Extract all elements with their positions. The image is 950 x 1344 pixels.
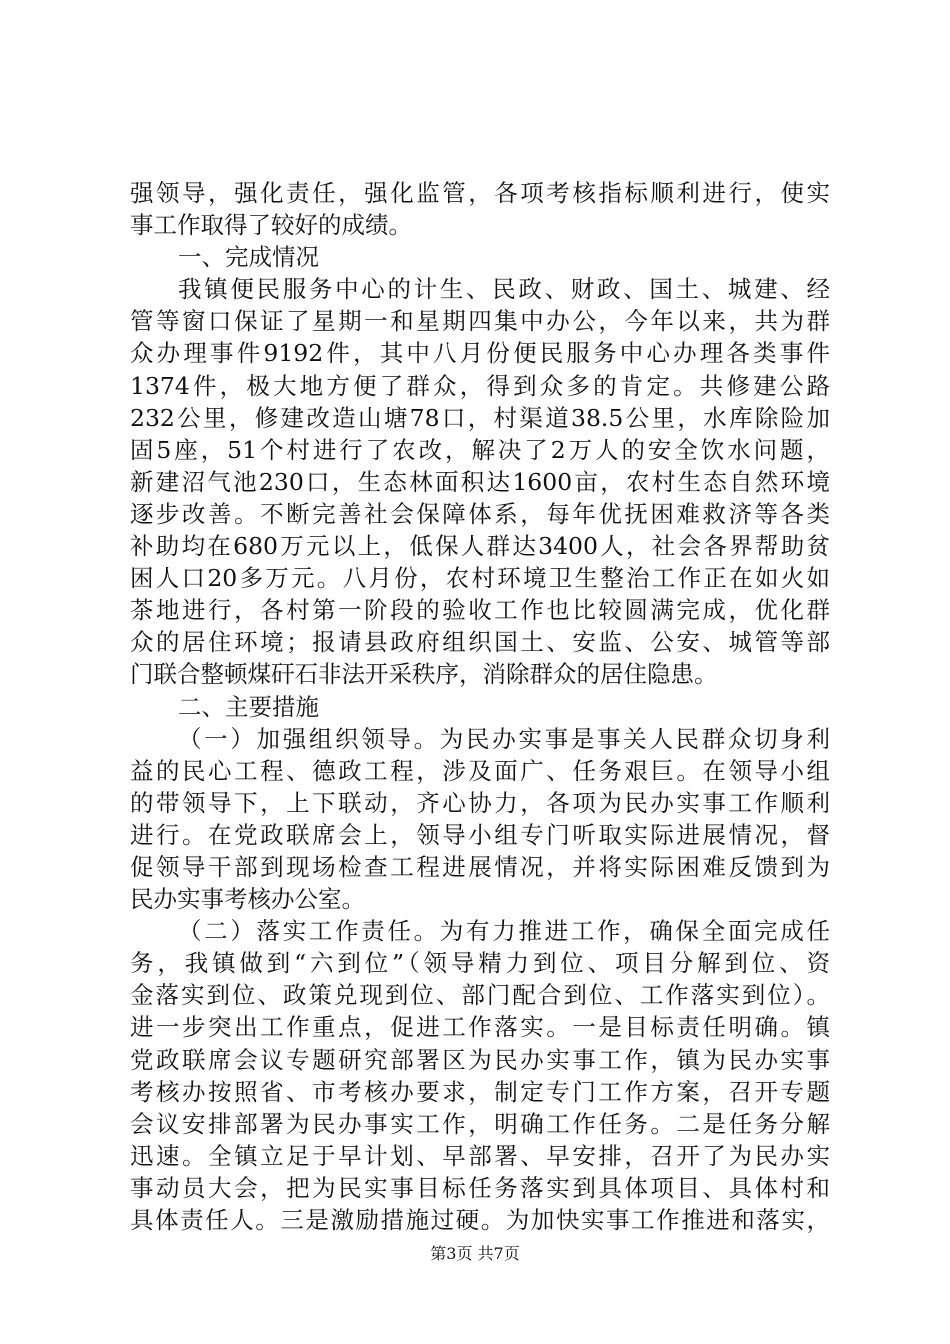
text-line: 事工作取得了较好的成绩。: [130, 211, 412, 239]
text-line: 进一步突出工作重点，促进工作落实。一是目标责任明确。镇: [130, 1013, 830, 1041]
text-line: 补助均在680万元以上，低保人群达3400人，社会各界帮助贫: [130, 532, 830, 560]
text-line: 众办理事件9192件，其中八月份便民服务中心办理各类事件: [130, 339, 830, 367]
text-line: 管等窗口保证了星期一和星期四集中办公，今年以来，共为群: [130, 307, 830, 335]
text-line: 逐步改善。不断完善社会保障体系，每年优抚困难救济等各类: [130, 500, 830, 528]
text-line: 会议安排部署为民办事实工作，明确工作任务。二是任务分解: [130, 1110, 830, 1138]
section-heading: 一、完成情况: [178, 243, 319, 271]
text-line: 金落实到位、政策兑现到位、部门配合到位、工作落实到位）。: [130, 981, 830, 1009]
text-line: 务，我镇做到“六到位”（领导精力到位、项目分解到位、资: [130, 949, 830, 977]
text-line: 茶地进行，各村第一阶段的验收工作也比较圆满完成，优化群: [130, 596, 830, 624]
text-line: 固5座，51个村进行了农改，解决了2万人的安全饮水问题，: [130, 436, 830, 464]
text-line: 强领导，强化责任，强化监管，各项考核指标顺利进行，使实: [130, 179, 830, 207]
text-line: 民办实事考核办公室。: [130, 885, 365, 913]
text-line: 232公里，修建改造山塘78口，村渠道38.5公里，水库除险加: [130, 404, 830, 432]
text-line: 困人口20多万元。八月份，农村环境卫生整治工作正在如火如: [130, 564, 830, 592]
text-line: （一）加强组织领导。为民办实事是事关人民群众切身利: [178, 725, 830, 753]
text-line: 1374件，极大地方便了群众，得到众多的肯定。共修建公路: [130, 372, 830, 400]
text-line: 党政联席会议专题研究部署区为民办实事工作，镇为民办实事: [130, 1046, 830, 1074]
text-line: （二）落实工作责任。为有力推进工作，确保全面完成任: [178, 917, 830, 945]
text-line: 门联合整顿煤矸石非法开采秩序，消除群众的居住隐患。: [130, 660, 718, 688]
text-line: 新建沼气池230口，生态林面积达1600亩，农村生态自然环境: [130, 468, 830, 496]
text-line: 的带领导下，上下联动，齐心协力，各项为民办实事工作顺利: [130, 789, 830, 817]
text-line: 我镇便民服务中心的计生、民政、财政、国土、城建、经: [178, 275, 830, 303]
text-line: 进行。在党政联席会上，领导小组专门听取实际进展情况，督: [130, 821, 830, 849]
text-line: 考核办按照省、市考核办要求，制定专门工作方案，召开专题: [130, 1078, 830, 1106]
text-line: 迅速。全镇立足于早计划、早部署、早安排，召开了为民办实: [130, 1142, 830, 1170]
text-line: 事动员大会，把为民实事目标任务落实到具体项目、具体村和: [130, 1174, 830, 1202]
text-line: 众的居住环境；报请县政府组织国土、安监、公安、城管等部: [130, 628, 830, 656]
text-line: 促领导干部到现场检查工程进展情况，并将实际困难反馈到为: [130, 853, 830, 881]
page-number-footer: 第3页 共7页: [430, 1244, 520, 1263]
section-heading: 二、主要措施: [178, 693, 319, 721]
text-line: 益的民心工程、德政工程，涉及面广、任务艰巨。在领导小组: [130, 757, 830, 785]
text-line: 具体责任人。三是激励措施过硬。为加快实事工作推进和落实，: [130, 1206, 830, 1234]
